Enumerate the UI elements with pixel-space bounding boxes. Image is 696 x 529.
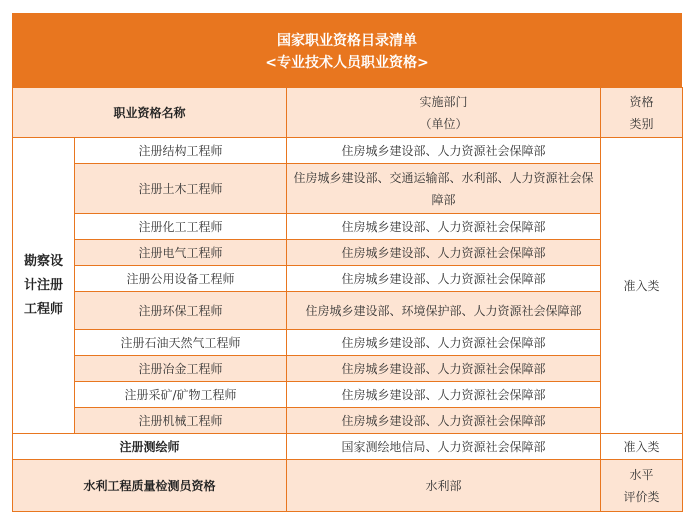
group-label-line-3: 工程师 [23,301,63,317]
water-type [601,460,683,512]
qualification-name: 注册公用设备工程师 [75,266,287,292]
table-row [13,138,683,164]
qualification-dept: 住房城乡建设部、人力资源社会保障部 [287,382,601,408]
survey-name: 注册测绘师 [13,434,287,460]
header-name: 职业资格名称 [13,88,287,138]
group-label-line-2: 计注册 [23,277,63,293]
header-type-line-1: 资格 [629,94,654,109]
qualification-dept: 住房城乡建设部、人力资源社会保障部 [287,330,601,356]
header-type [601,88,683,138]
header-dept-line-1: 实施部门 [419,94,468,109]
table-row [13,214,683,240]
title-line-1: 国家职业资格目录清单 [277,33,417,49]
water-name: 水利工程质量检测员资格 [13,460,287,512]
group-label-line-1: 勘察设 [23,253,63,269]
qualification-dept: 住房城乡建设部、人力资源社会保障部 [287,408,601,434]
qualification-name: 注册化工工程师 [75,214,287,240]
header-type-line-2: 类别 [629,116,654,131]
table-row [13,408,683,434]
header-row [13,88,683,138]
qualification-name: 注册土木工程师 [75,164,287,214]
qualification-dept: 住房城乡建设部、交通运输部、水利部、人力资源社会保障部 [287,164,601,214]
group-label [13,138,75,434]
qualification-dept: 住房城乡建设部、人力资源社会保障部 [287,138,601,164]
title-line-2: <专业技术人员职业资格> [265,55,429,71]
qualification-dept: 住房城乡建设部、人力资源社会保障部 [287,240,601,266]
qualification-dept: 住房城乡建设部、人力资源社会保障部 [287,266,601,292]
table-row [13,292,683,330]
qualification-name: 注册机械工程师 [75,408,287,434]
survey-dept: 国家测绘地信局、人力资源社会保障部 [287,434,601,460]
qualification-name: 注册结构工程师 [75,138,287,164]
group-type: 准入类 [601,138,683,434]
table-row [13,164,683,214]
qualification-name: 注册采矿/矿物工程师 [75,382,287,408]
qualification-table [12,87,683,512]
header-dept-line-2: （单位） [419,116,468,131]
table-title [12,13,682,87]
table-row-water [13,460,683,512]
header-dept [287,88,601,138]
qualification-name: 注册石油天然气工程师 [75,330,287,356]
table-row [13,240,683,266]
qualification-name: 注册环保工程师 [75,292,287,330]
qualification-dept: 住房城乡建设部、环境保护部、人力资源社会保障部 [287,292,601,330]
table-row [13,382,683,408]
qualification-dept: 住房城乡建设部、人力资源社会保障部 [287,356,601,382]
table-row [13,266,683,292]
qualification-table-container [12,13,682,512]
qualification-dept: 住房城乡建设部、人力资源社会保障部 [287,214,601,240]
table-row [13,330,683,356]
water-dept: 水利部 [287,460,601,512]
table-row-survey [13,434,683,460]
qualification-name: 注册电气工程师 [75,240,287,266]
table-row [13,356,683,382]
qualification-name: 注册冶金工程师 [75,356,287,382]
water-type-line-1: 水平 [629,467,654,482]
water-type-line-2: 评价类 [623,489,660,504]
survey-type: 准入类 [601,434,683,460]
